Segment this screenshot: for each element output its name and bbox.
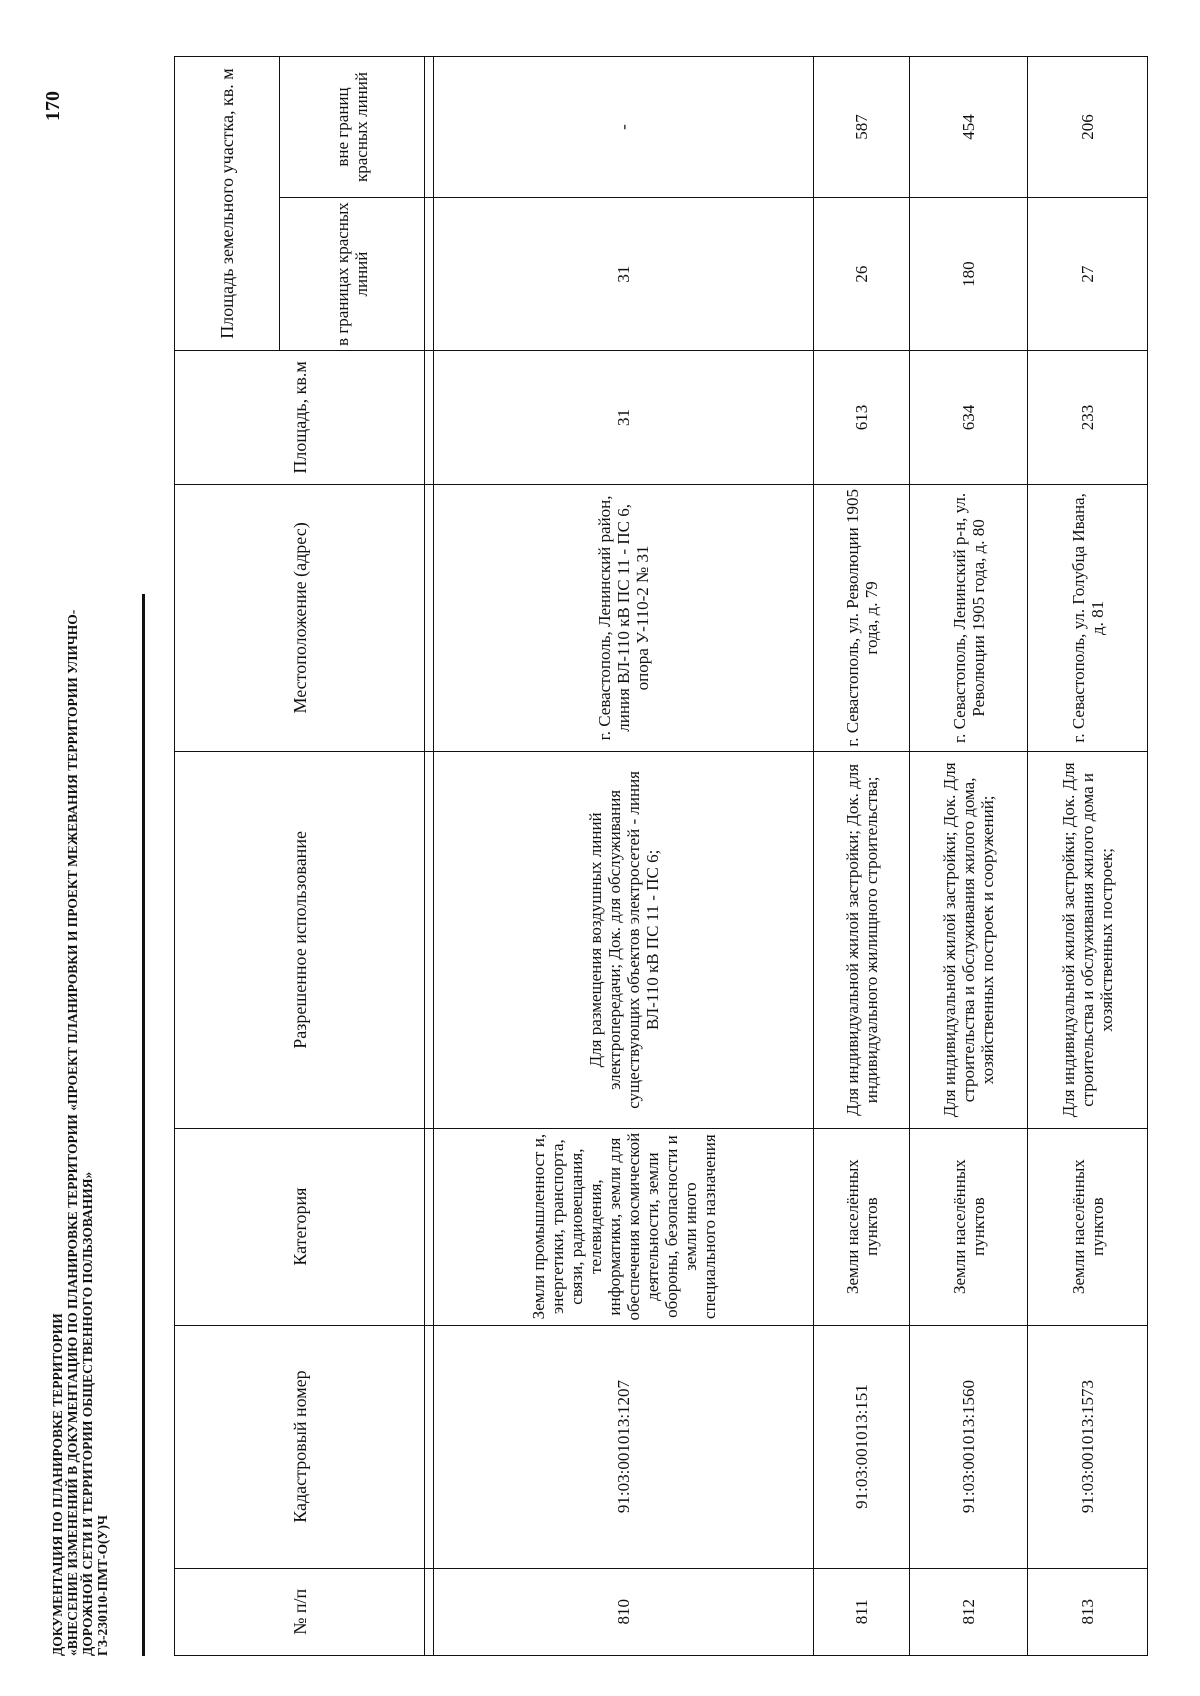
col-num-header: № п/п — [175, 1568, 425, 1655]
cell-inside: 27 — [1028, 198, 1148, 351]
land-plots-table — [174, 56, 1148, 1656]
col-inside-header: в границах красных линий — [280, 198, 425, 351]
table-row — [434, 57, 814, 1656]
cell-use: Для размещения воздушных линий электропередачи; Док. для обслуживания существующих объектов электросетей - линия ВЛ-110 кВ ПС 11 - ПС 6; — [434, 752, 814, 1129]
col-location-header: Местоположение (адрес) — [175, 484, 425, 751]
cell-num: 813 — [1028, 1568, 1148, 1655]
cell-category: Земли промышленност и, энергетики, транспорта, связи, радиовещания, телевидения, информатики, земли для обеспечения космической деятельности, земли обороны, безопасности и земли иного специального назначения — [434, 1128, 814, 1325]
table-row — [814, 57, 910, 1656]
header-spacer — [425, 752, 434, 1129]
cell-outside: 454 — [910, 57, 1028, 198]
cell-area: 233 — [1028, 351, 1148, 485]
header-spacer — [425, 198, 434, 351]
cell-inside: 26 — [814, 198, 910, 351]
cell-category: Земли населённых пунктов — [814, 1128, 910, 1325]
col-cadastral-header: Кадастровый номер — [175, 1325, 425, 1568]
cell-inside: 31 — [434, 198, 814, 351]
header-spacer — [425, 1568, 434, 1655]
header-rule — [142, 594, 145, 1656]
header-spacer — [425, 484, 434, 751]
header-spacer — [425, 57, 434, 198]
cell-use: Для индивидуальной жилой застройки; Док. Для строительства и обслуживания жилого дома, хозяйственных построек и сооружений; — [910, 752, 1028, 1129]
cell-outside: - — [434, 57, 814, 198]
cell-area: 634 — [910, 351, 1028, 485]
col-area-header: Площадь, кв.м — [175, 351, 425, 485]
cell-area: 613 — [814, 351, 910, 485]
cell-use: Для индивидуальной жилой застройки; Док. Для строительства и обслуживания жилого дома и хозяйственных построек; — [1028, 752, 1148, 1129]
cell-location: г. Севастополь, Ленинский р-н, ул. Революции 1905 года, д. 80 — [910, 484, 1028, 751]
cell-location: г. Севастополь, ул. Голубца Ивана, д. 81 — [1028, 484, 1148, 751]
header-spacer — [425, 1325, 434, 1568]
header-line-1: ДОКУМЕНТАЦИЯ ПО ПЛАНИРОВКЕ ТЕРРИТОРИИ — [50, 1313, 65, 1656]
cell-area: 31 — [434, 351, 814, 485]
cell-num: 811 — [814, 1568, 910, 1655]
table-header — [175, 57, 434, 1656]
cell-outside: 587 — [814, 57, 910, 198]
cell-use: Для индивидуальной жилой застройки; Док. для индивидуального жилищного строительства; — [814, 752, 910, 1129]
table-row — [1028, 57, 1148, 1656]
cell-cadastral: 91:03:001013:1207 — [434, 1325, 814, 1568]
cell-outside: 206 — [1028, 57, 1148, 198]
cell-num: 810 — [434, 1568, 814, 1655]
header-spacer — [425, 351, 434, 485]
col-use-header: Разрешенное использование — [175, 752, 425, 1129]
cell-cadastral: 91:03:001013:1573 — [1028, 1325, 1148, 1568]
cell-inside: 180 — [910, 198, 1028, 351]
header-line-4: ГЗ-230110-ПМТ-О(У)Ч — [95, 1515, 110, 1656]
page-number: 170 — [42, 91, 64, 121]
rotated-page — [38, 50, 1116, 1656]
header-line-2: «ВНЕСЕНИЕ ИЗМЕНЕНИЙ В ДОКУМЕНТАЦИЮ ПО ПЛАНИРОВКЕ ТЕРРИТОРИИ «ПРОЕКТ ПЛАНИРОВКИ И ПРОЕКТ МЕЖЕВАНИЯ ТЕРРИТОРИИ УЛИЧНО- — [65, 609, 80, 1656]
col-plot-area-group-header: Площадь земельного участка, кв. м — [175, 57, 280, 351]
document-header — [50, 456, 110, 1656]
cell-location: г. Севастополь, Ленинский район, линия ВЛ-110 кВ ПС 11 - ПС 6, опора У-110-2 № 31 — [434, 484, 814, 751]
cell-cadastral: 91:03:001013:151 — [814, 1325, 910, 1568]
header-spacer — [425, 1128, 434, 1325]
cell-cadastral: 91:03:001013:1560 — [910, 1325, 1028, 1568]
header-line-3: ДОРОЖНОЙ СЕТИ И ТЕРРИТОРИИ ОБЩЕСТВЕННОГО ПОЛЬЗОВАНИЯ» — [80, 1171, 95, 1656]
col-category-header: Категория — [175, 1128, 425, 1325]
table-body — [434, 57, 1148, 1656]
col-outside-header: вне границ красных линий — [280, 57, 425, 198]
cell-num: 812 — [910, 1568, 1028, 1655]
table-row — [910, 57, 1028, 1656]
cell-location: г. Севастополь, ул. Революции 1905 года, д. 79 — [814, 484, 910, 751]
cell-category: Земли населённых пунктов — [910, 1128, 1028, 1325]
cell-category: Земли населённых пунктов — [1028, 1128, 1148, 1325]
